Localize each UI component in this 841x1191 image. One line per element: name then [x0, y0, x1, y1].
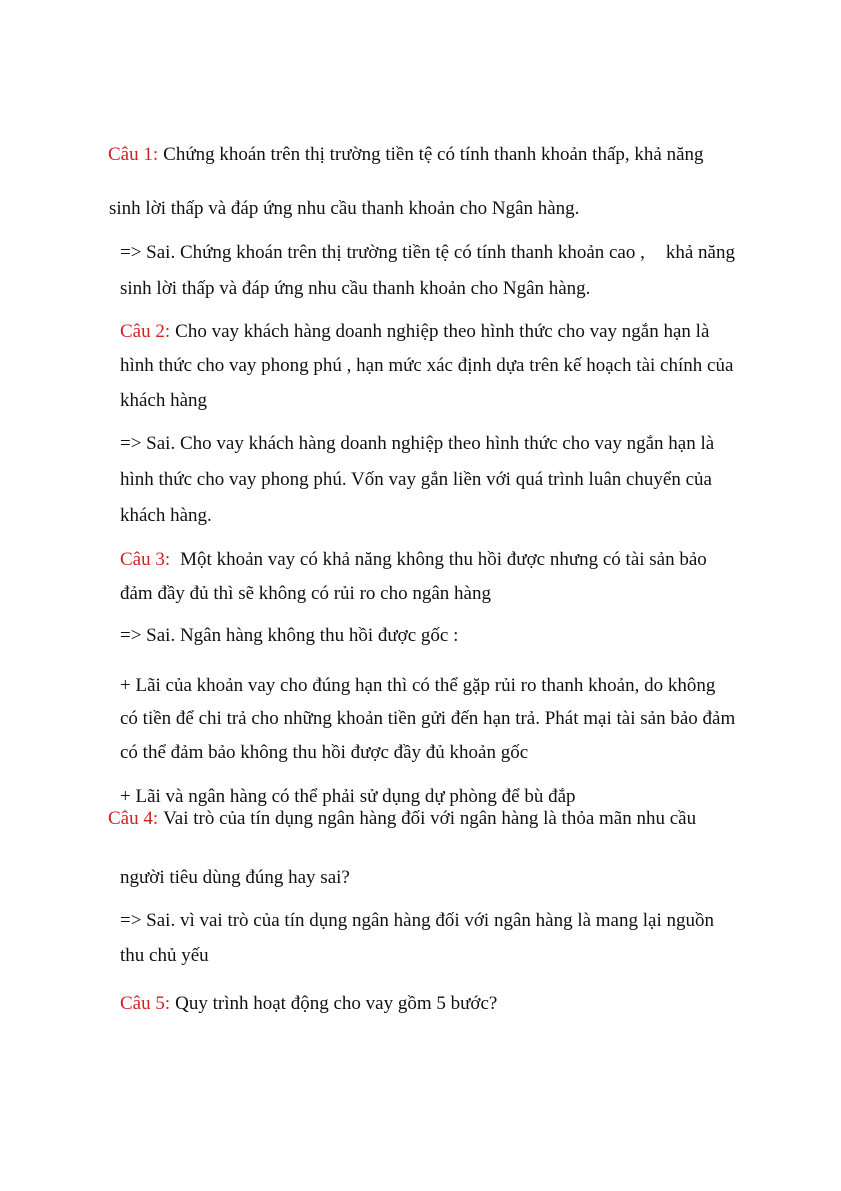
q2-line-3 [120, 390, 207, 412]
q3-bullet-1-text-3: có thể đảm bảo không thu hồi được đầy đủ khoản gốc [120, 742, 529, 763]
q3-label: Câu 3: [120, 549, 171, 570]
q1-answer-line-1 [120, 242, 735, 264]
q3-bullet-2-line-1 [120, 786, 576, 808]
q1-answer-text-2: sinh lời thấp và đáp ứng nhu cầu thanh khoản cho Ngân hàng. [120, 278, 591, 299]
q2-answer-line-2 [120, 469, 712, 491]
q2-answer-text-1: => Sai. Cho vay khách hàng doanh nghiệp theo hình thức cho vay ngắn hạn là [120, 433, 715, 454]
q3-bullet-1-line-1 [120, 675, 715, 697]
q2-answer-line-3 [120, 505, 212, 527]
q1-answer-text-1b: khả năng [665, 242, 735, 263]
q2-text-line-3: khách hàng [120, 390, 208, 411]
q3-text-line-2: đảm đầy đủ thì sẽ không có rủi ro cho ngân hàng [120, 583, 491, 604]
q5-label: Câu 5: [120, 993, 171, 1014]
q4-line-1 [108, 808, 696, 830]
q4-answer-line-1 [120, 910, 714, 932]
q2-label: Câu 2: [120, 321, 171, 342]
q2-text-line-2: hình thức cho vay phong phú , hạn mức xác định dựa trên kế hoạch tài chính của [120, 355, 734, 376]
q3-bullet-2-text-1: + Lãi và ngân hàng có thể phải sử dụng dự phòng để bù đắp [120, 786, 576, 807]
q4-text-line-1: Vai trò của tín dụng ngân hàng đối với ngân hàng là thỏa mãn nhu cầu [163, 808, 697, 829]
q5-text-line-1: Quy trình hoạt động cho vay gồm 5 bước? [175, 993, 498, 1014]
q2-text-line-1: Cho vay khách hàng doanh nghiệp theo hình thức cho vay ngắn hạn là [175, 321, 710, 342]
q3-bullet-1-text-2: có tiền để chi trả cho những khoản tiền gửi đến hạn trả. Phát mại tài sản bảo đảm [120, 708, 736, 729]
q1-label: Câu 1: [108, 144, 159, 165]
q4-answer-text-2: thu chủ yếu [120, 945, 209, 966]
q2-line-1 [120, 321, 709, 343]
q1-answer-text-1a: => Sai. Chứng khoán trên thị trường tiền tệ có tính thanh khoản cao , [120, 242, 645, 263]
q3-bullet-1-line-2 [120, 708, 735, 730]
q2-answer-text-2: hình thức cho vay phong phú. Vốn vay gắn liền với quá trình luân chuyển của [120, 469, 712, 490]
q1-answer-line-2 [120, 278, 590, 300]
q2-line-2 [120, 355, 733, 377]
q2-answer-line-1 [120, 433, 714, 455]
q3-answer-line-1 [120, 625, 458, 647]
q3-bullet-1-line-3 [120, 742, 528, 764]
q4-answer-line-2 [120, 945, 209, 967]
q3-bullet-1-text-1: + Lãi của khoản vay cho đúng hạn thì có thể gặp rủi ro thanh khoản, do không [120, 675, 716, 696]
q3-line-1 [120, 549, 707, 571]
q4-label: Câu 4: [108, 808, 159, 829]
q4-text-line-2: người tiêu dùng đúng hay sai? [120, 867, 350, 888]
q1-line-1 [108, 144, 704, 166]
q5-line-1 [120, 993, 497, 1015]
q1-line-2 [109, 198, 579, 220]
q1-text-line-1: Chứng khoán trên thị trường tiền tệ có tính thanh khoản thấp, khả năng [163, 144, 704, 165]
q3-text-line-1: Một khoản vay có khả năng không thu hồi được nhưng có tài sản bảo [180, 549, 707, 570]
q3-line-2 [120, 583, 491, 605]
q4-answer-text-1: => Sai. vì vai trò của tín dụng ngân hàng đối với ngân hàng là mang lại nguồn [120, 910, 714, 931]
q1-text-line-2: sinh lời thấp và đáp ứng nhu cầu thanh khoản cho Ngân hàng. [109, 198, 580, 219]
q3-answer-text-1: => Sai. Ngân hàng không thu hồi được gốc : [120, 625, 459, 646]
q4-line-2 [120, 867, 350, 889]
q2-answer-text-3: khách hàng. [120, 505, 212, 526]
